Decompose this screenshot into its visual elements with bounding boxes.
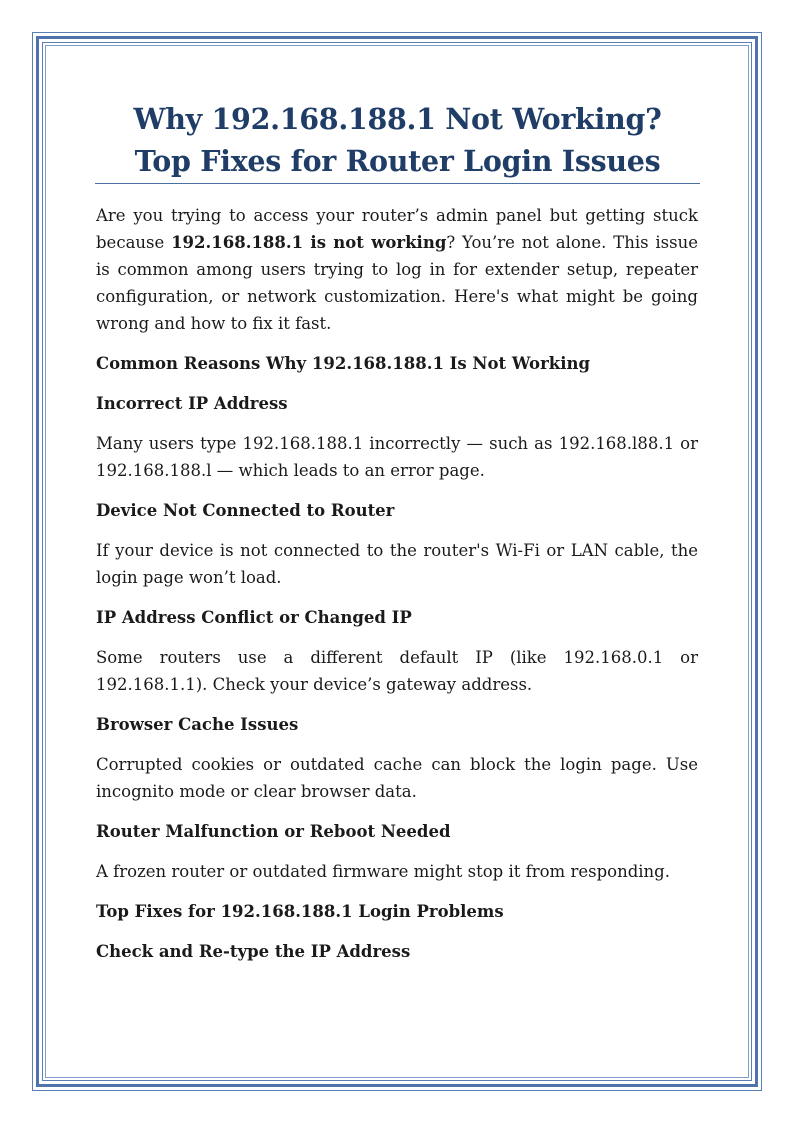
reason-text: Many users type 192.168.188.1 incorrectly — such as 192.168.l88.1 or 192.168.188.l — which leads to an error page. [96,434,698,480]
title-divider [95,183,700,184]
article-body [96,202,698,978]
page-title [95,98,700,182]
reason-text: Corrupted cookies or outdated cache can block the login page. Use incognito mode or clear browser data. [96,755,698,801]
intro-paragraph [96,202,698,337]
reason-heading: Device Not Connected to Router [96,501,395,520]
reason-text: A frozen router or outdated firmware might stop it from responding. [96,862,670,881]
page-title-line-2: Top Fixes for Router Login Issues [134,144,661,178]
reason-text: Some routers use a different default IP (like 192.168.0.1 or 192.168.1.1). Check your device’s gateway address. [96,648,698,694]
reason-heading: Router Malfunction or Reboot Needed [96,822,451,841]
section-heading-common-reasons: Common Reasons Why 192.168.188.1 Is Not Working [96,354,590,373]
reason-heading: IP Address Conflict or Changed IP [96,608,412,627]
fix-heading: Check and Re-type the IP Address [96,942,411,961]
reason-heading: Incorrect IP Address [96,394,288,413]
intro-bold-text: 192.168.188.1 is not working [171,233,447,252]
intro-text-end: ? You’re not alone. This issue is common among users trying to log in for extender setup, repeater configuration, or network customization. Here's what might be going wrong and how to fix it fast. [96,233,699,333]
intro-text-start: Are you trying to access your router’s admin panel but getting stuck because [96,206,698,252]
reason-text: If your device is not connected to the router's Wi-Fi or LAN cable, the login page won’t load. [96,541,698,587]
page-title-line-1: Why 192.168.188.1 Not Working? [133,102,662,136]
section-heading-top-fixes: Top Fixes for 192.168.188.1 Login Problems [96,902,504,921]
reason-heading: Browser Cache Issues [96,715,299,734]
